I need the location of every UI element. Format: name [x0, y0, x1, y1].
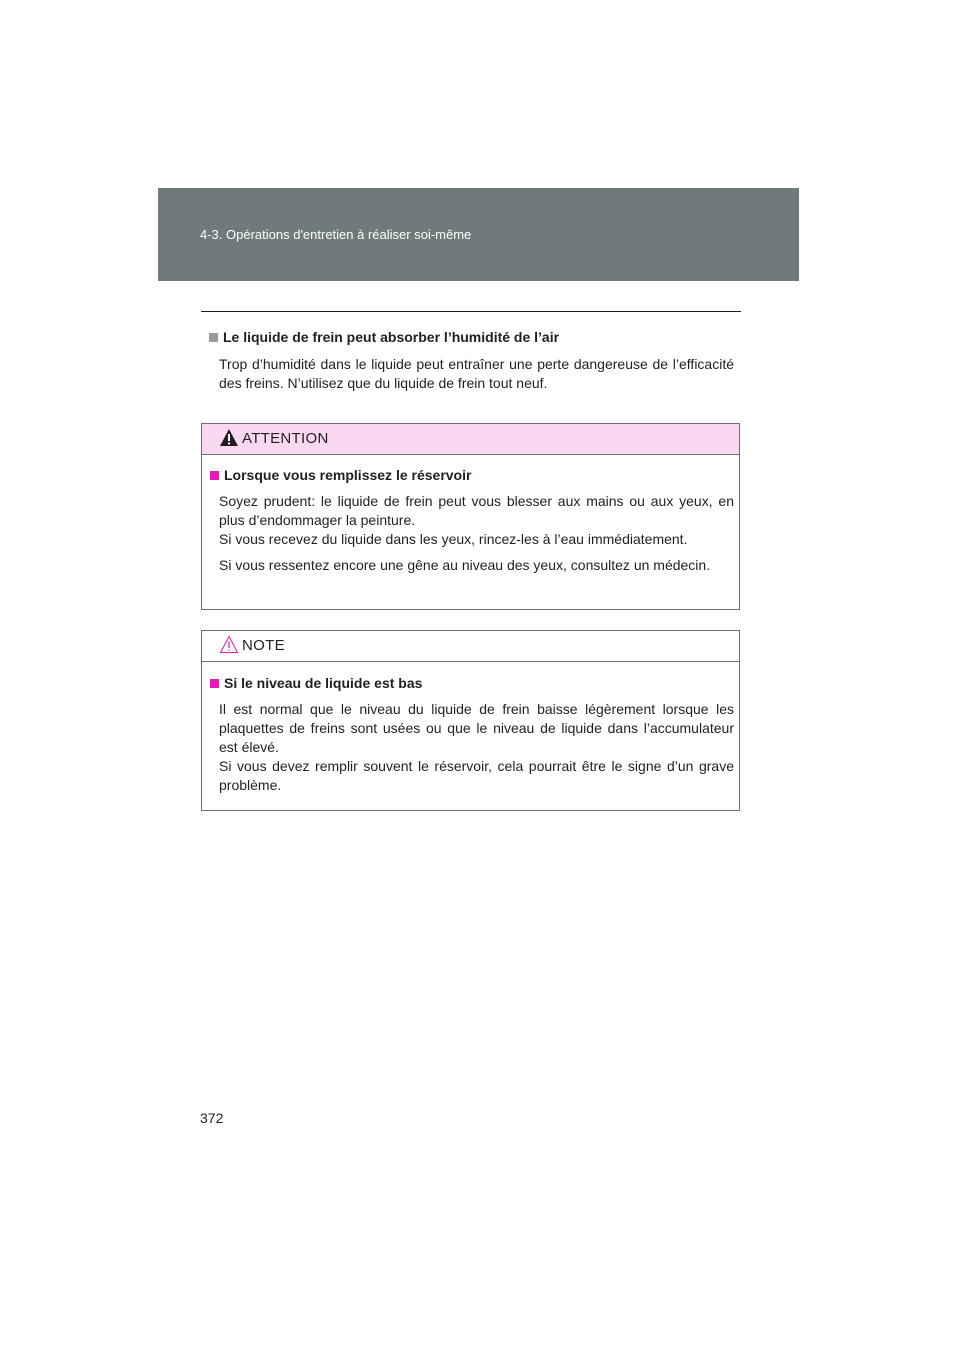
attention-heading: Lorsque vous remplissez le réservoir [210, 467, 471, 483]
section-heading: Le liquide de frein peut absorber l’humidité de l’air [209, 329, 559, 345]
warning-triangle-filled-icon [219, 428, 239, 447]
warning-triangle-outline-icon [219, 635, 239, 654]
note-box-header [202, 631, 739, 662]
chapter-header-band [158, 188, 799, 281]
attention-label: ATTENTION [242, 430, 329, 447]
attention-paragraph-1: Soyez prudent: le liquide de frein peut vous blesser aux mains ou aux yeux, en plus d’endommager la peinture. Si vous recevez du liquide dans les yeux, rincez-les à l’eau immédiatement. [219, 493, 734, 547]
gray-square-bullet-icon [209, 333, 218, 342]
attention-paragraph-2: Si vous ressentez encore une gêne au niveau des yeux, consultez un médecin. [219, 557, 711, 573]
note-heading: Si le niveau de liquide est bas [210, 675, 422, 691]
pink-square-bullet-icon [210, 471, 219, 480]
section-paragraph: Trop d’humidité dans le liquide peut entraîner une perte dangereuse de l’efficacité des freins. N’utilisez que du liquide de frein tout neuf. [219, 356, 734, 391]
page-number: 372 [200, 1110, 224, 1126]
attention-box-header [202, 424, 739, 455]
note-paragraph: Il est normal que le niveau du liquide de frein baisse légèrement lorsque les plaquettes de freins sont usées ou que le niveau de liquide dans l’accumulateur est élevé. Si vous devez remplir souvent le réservoir, cela pourrait être le signe d’un grave problème. [219, 701, 734, 793]
attention-box [201, 423, 740, 610]
chapter-title: 4-3. Opérations d'entretien à réaliser soi-même [200, 227, 472, 242]
note-box [201, 630, 740, 811]
pink-square-bullet-icon [210, 679, 219, 688]
top-rule [201, 311, 741, 312]
note-label: NOTE [242, 637, 285, 654]
